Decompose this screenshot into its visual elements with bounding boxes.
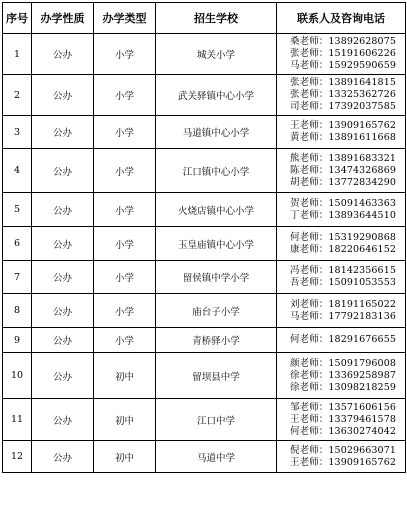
row-nature: 公办 [32, 399, 94, 441]
table-row [3, 399, 406, 441]
row-nature: 公办 [32, 149, 94, 193]
contact-line: 张老师：15191606226 [290, 48, 396, 59]
row-nature: 公办 [32, 328, 94, 353]
header-type: 办学类型 [94, 3, 156, 34]
row-school: 武关驿镇中心小学 [156, 75, 277, 116]
table-row [3, 75, 406, 116]
row-type: 小学 [94, 328, 156, 353]
row-contacts [277, 441, 406, 473]
row-nature: 公办 [32, 227, 94, 261]
table-row [3, 441, 406, 473]
row-type: 初中 [94, 353, 156, 399]
row-nature: 公办 [32, 441, 94, 473]
header-school: 招生学校 [156, 3, 277, 34]
contact-line: 康老师：18220646152 [290, 243, 396, 255]
row-contacts [277, 116, 406, 149]
contact-line: 马老师：15929590659 [290, 60, 396, 71]
contact-line: 吾老师：15091053553 [290, 277, 396, 288]
contact-line: 颜老师：15091796008 [290, 357, 396, 369]
row-type: 小学 [94, 34, 156, 75]
row-number: 12 [3, 441, 32, 473]
row-number: 3 [3, 116, 32, 149]
table-row [3, 294, 406, 328]
row-school: 庙台子小学 [156, 294, 277, 328]
row-type: 小学 [94, 294, 156, 328]
row-number: 9 [3, 328, 32, 353]
row-school: 马道镇中心小学 [156, 116, 277, 149]
row-number: 4 [3, 149, 32, 193]
row-school: 青桥驿小学 [156, 328, 277, 353]
row-number: 8 [3, 294, 32, 328]
row-number: 10 [3, 353, 32, 399]
row-type: 小学 [94, 193, 156, 227]
row-number: 2 [3, 75, 32, 116]
row-type: 初中 [94, 399, 156, 441]
row-school: 江口中学 [156, 399, 277, 441]
contact-line: 王老师：13379461578 [290, 413, 396, 425]
row-nature: 公办 [32, 116, 94, 149]
contact-line: 何老师：15319290868 [290, 231, 396, 243]
row-contacts [277, 353, 406, 399]
table-row [3, 261, 406, 294]
row-school: 留侯镇中学小学 [156, 261, 277, 294]
row-number: 6 [3, 227, 32, 261]
row-school: 留坝县中学 [156, 353, 277, 399]
enrollment-contacts-table [2, 2, 406, 473]
row-type: 小学 [94, 149, 156, 193]
table-row [3, 227, 406, 261]
contact-line: 王老师：13909165762 [290, 456, 396, 468]
row-number: 5 [3, 193, 32, 227]
contact-line: 张老师：13325362726 [290, 89, 396, 100]
row-contacts [277, 34, 406, 75]
row-number: 7 [3, 261, 32, 294]
contact-line: 胡老师：13772834290 [290, 176, 396, 188]
contact-line: 陈老师：13474326869 [290, 164, 396, 176]
row-nature: 公办 [32, 353, 94, 399]
row-nature: 公办 [32, 261, 94, 294]
contact-line: 徐老师：13098218259 [290, 381, 396, 393]
row-type: 小学 [94, 227, 156, 261]
contact-line: 冯老师：18142356615 [290, 265, 396, 276]
row-contacts [277, 399, 406, 441]
row-contacts [277, 294, 406, 328]
row-school: 马道中学 [156, 441, 277, 473]
row-nature: 公办 [32, 75, 94, 116]
row-contacts [277, 328, 406, 353]
contact-line: 邹老师：13571606156 [290, 401, 396, 413]
contact-line: 王老师：13909165762 [290, 120, 396, 131]
row-type: 初中 [94, 441, 156, 473]
row-nature: 公办 [32, 34, 94, 75]
row-type: 小学 [94, 116, 156, 149]
contact-line: 丁老师：13893644510 [290, 209, 396, 221]
row-contacts [277, 149, 406, 193]
header-contacts: 联系人及咨询电话 [277, 3, 406, 34]
table-row [3, 193, 406, 227]
table-row [3, 353, 406, 399]
row-school: 玉皇庙镇中心小学 [156, 227, 277, 261]
row-nature: 公办 [32, 193, 94, 227]
row-type: 小学 [94, 75, 156, 116]
row-contacts [277, 261, 406, 294]
row-number: 1 [3, 34, 32, 75]
row-contacts [277, 193, 406, 227]
table-row [3, 328, 406, 353]
row-type: 小学 [94, 261, 156, 294]
table-row [3, 149, 406, 193]
contact-line: 刘老师：18191165022 [290, 298, 396, 310]
row-contacts [277, 75, 406, 116]
contact-line: 倪老师：15029663071 [290, 444, 396, 456]
table-row [3, 116, 406, 149]
row-contacts [277, 227, 406, 261]
contact-line: 司老师：17392037585 [290, 101, 396, 112]
row-nature: 公办 [32, 294, 94, 328]
row-school: 城关小学 [156, 34, 277, 75]
contact-line: 熊老师：13891683321 [290, 152, 396, 164]
table-row [3, 34, 406, 75]
header-row [3, 3, 406, 34]
row-number: 11 [3, 399, 32, 441]
table-body [3, 34, 406, 473]
contact-line: 桑老师：13892628075 [290, 36, 396, 47]
contact-line: 徐老师：13369258987 [290, 369, 396, 381]
contact-line: 何老师：13630274042 [290, 425, 396, 437]
contact-line: 张老师：13891641815 [290, 77, 396, 88]
contact-line: 黄老师：13891611668 [290, 132, 396, 143]
contact-line: 马老师：17792183136 [290, 310, 396, 322]
row-school: 火烧店镇中心小学 [156, 193, 277, 227]
contact-line: 何老师：18291676655 [290, 334, 396, 345]
row-school: 江口镇中心小学 [156, 149, 277, 193]
contact-line: 贺老师：15091463363 [290, 197, 396, 209]
header-no: 序号 [3, 3, 32, 34]
header-nature: 办学性质 [32, 3, 94, 34]
